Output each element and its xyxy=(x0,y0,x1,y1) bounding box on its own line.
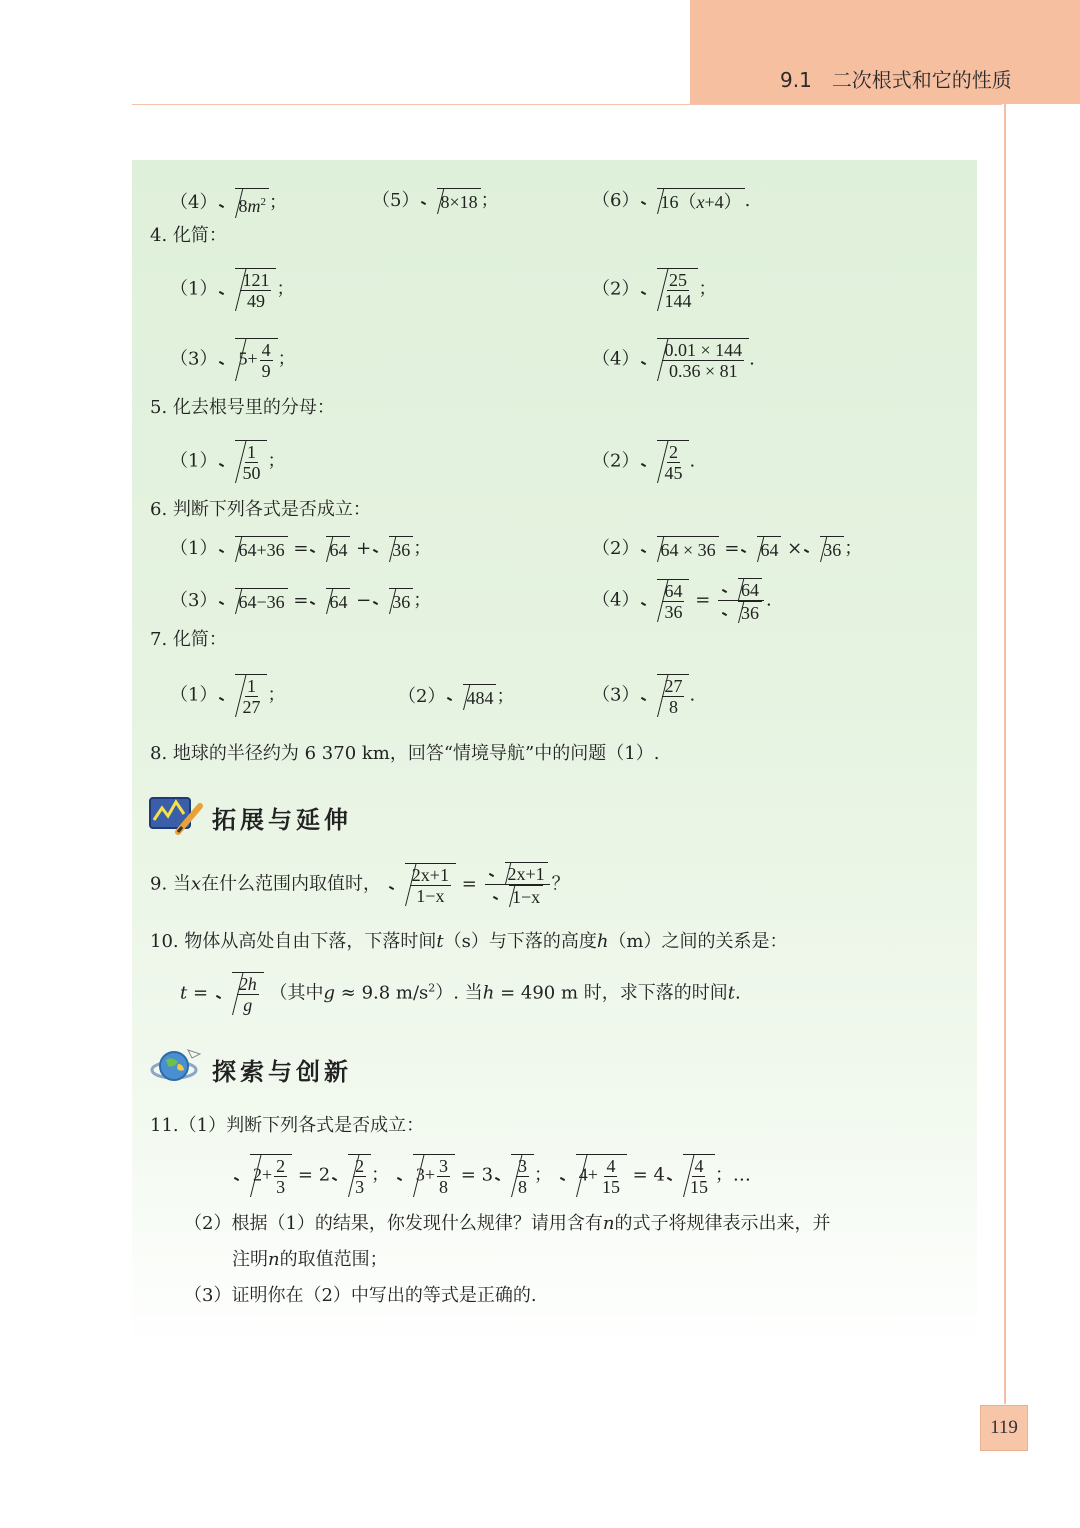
ex3-item-4: （4） $8m^2$ ； xyxy=(170,188,287,218)
ex11-part-3: （3）证明你在（2）中写出的等式是正确的. xyxy=(184,1285,537,1306)
section-extension-title: 拓展与延伸 xyxy=(212,805,352,834)
section-explore xyxy=(148,1044,352,1094)
ex7-title: 7. 化简： xyxy=(150,629,227,650)
header-title xyxy=(780,64,1012,93)
globe-plane-icon xyxy=(148,1044,204,1094)
section-explore-title: 探索与创新 xyxy=(212,1057,352,1086)
page-number: 119 xyxy=(980,1405,1028,1451)
ex6-item-2: （2） 64 × 36 = 64 × 36 ； xyxy=(592,538,863,560)
ex4-item-2: （2） $\frac{25}{144}$ ； xyxy=(592,270,717,311)
ex10-line-1: 10. 物体从高处自由下落，下落时间t（s）与下落的高度h（m）之间的关系是： xyxy=(150,931,788,952)
ex4-item-1: （1） $\frac{121}{49}$ ； xyxy=(170,270,295,311)
ex7-item-1: （1） $\frac{1}{27}$ ； xyxy=(170,676,286,717)
ex4-item-4: （4） $\frac{0.01 \times 144}{0.36 \times 81}$ . xyxy=(592,340,755,381)
ex3-item-5: （5） 8×18 ； xyxy=(372,190,499,212)
ex11-part-2: （2）根据（1）的结果，你发现什么规律？请用含有n的式子将规律表示出来，并 xyxy=(184,1213,831,1234)
ex11-part-2-cont: 注明n的取值范围； xyxy=(232,1249,388,1270)
header-rule xyxy=(132,104,1002,105)
ex9-text: 9. 当x在什么范围内取值时， $\frac{2x+1}{1-x}$ = $\frac{2x+1}{1-x}$ ？ xyxy=(150,864,570,907)
ex11-equations: 2+ $\frac{2}{3}$ = 2 $\frac{2}{3}$ ； 3+ $\frac{3}{8}$ = 3 $\frac{3}{8}$ ； 4+ $\frac{4}{15}$ = 4 $\frac{4}{15}$ ；… xyxy=(232,1154,751,1197)
section-number: 9.1 xyxy=(780,68,812,92)
ex10-line-2: t = $\frac{2h}{g}$ （其中g ≈ 9.8 $m/s^2$）. 当h = 490 m 时，求下落的时间t. xyxy=(180,974,741,1015)
ex4-title: 4. 化简： xyxy=(150,225,227,246)
ex8-text: 8. 地球的半径约为 6 370 km，回答“情境导航”中的问题（1）. xyxy=(150,743,660,764)
ex6-item-1: （1） 64+36 = 64 + 36 ； xyxy=(170,538,432,560)
margin-rule xyxy=(1004,104,1006,1404)
ex3-item-6: （6） 16（x+4） . xyxy=(592,190,751,212)
ex5-item-1: （1） $\frac{1}{50}$ ； xyxy=(170,442,286,483)
ex6-item-4: （4） $\frac{64}{36}$ = $\frac{64}{36}$ . xyxy=(592,580,772,623)
ex5-title: 5. 化去根号里的分母： xyxy=(150,397,335,418)
ex4-item-3: （3） 5+ $\frac{4}{9}$ ； xyxy=(170,340,296,381)
ex6-title: 6. 判断下列各式是否成立： xyxy=(150,499,371,520)
ex7-item-2: （2） 484 ； xyxy=(398,686,515,708)
section-title: 二次根式和它的性质 xyxy=(831,68,1012,92)
chart-pencil-icon xyxy=(148,792,204,842)
ex11-part-1: 11.（1）判断下列各式是否成立： xyxy=(150,1115,425,1136)
ex7-item-3: （3） $\frac{27}{8}$ . xyxy=(592,676,696,717)
ex5-item-2: （2） $\frac{2}{45}$ . xyxy=(592,442,696,483)
ex6-item-3: （3） 64−36 = 64 − 36 ； xyxy=(170,590,432,612)
section-extension xyxy=(148,792,352,842)
